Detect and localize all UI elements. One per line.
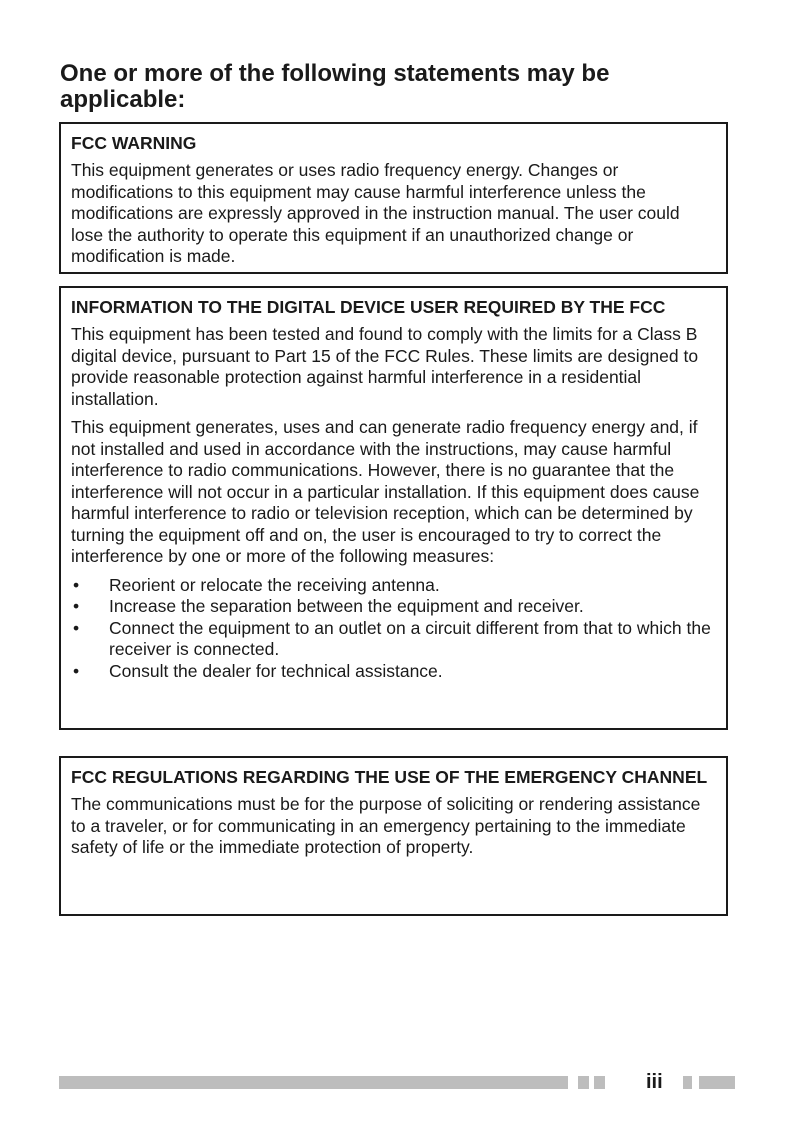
list-item-text: Reorient or relocate the receiving antenna.: [109, 574, 440, 595]
fcc-warning-text: This equipment generates or uses radio frequency energy. Changes or modifications to this equipment may cause harmful interference unless the modifications are expressly approved in the instruction manual. The user could lose the authority to operate this equipment if an unauthorized change or modification is made.: [71, 160, 680, 266]
emergency-channel-title: FCC REGULATIONS REGARDING THE USE OF THE EMERGENCY CHANNEL: [71, 767, 708, 787]
list-item-text: Consult the dealer for technical assistance.: [109, 660, 443, 681]
digital-device-title: INFORMATION TO THE DIGITAL DEVICE USER REQUIRED BY THE FCC: [71, 297, 666, 317]
bullet-icon: •: [73, 596, 80, 616]
footer-bar-end: [699, 1076, 735, 1089]
list-item: [71, 596, 716, 618]
page-number: iii: [646, 1071, 663, 1093]
footer-square: [594, 1076, 605, 1089]
fcc-warning-title: FCC WARNING: [71, 133, 197, 153]
list-item: [71, 618, 716, 661]
page-heading: One or more of the following statements may be applicable:: [60, 60, 610, 113]
list-item: [71, 575, 716, 597]
footer-square: [578, 1076, 589, 1089]
list-item-text: Connect the equipment to an outlet on a circuit different from that to which the receiver is connected.: [109, 617, 711, 659]
bullet-icon: •: [73, 617, 80, 638]
footer-bar: [59, 1076, 568, 1089]
fcc-warning-box: [59, 122, 728, 274]
footer-square: [683, 1076, 692, 1089]
list-item: [71, 661, 716, 683]
interference-measures-list: [71, 575, 716, 683]
emergency-channel-box: [59, 756, 728, 916]
list-item-text: Increase the separation between the equipment and receiver.: [109, 596, 584, 616]
digital-device-paragraph: This equipment has been tested and found to comply with the limits for a Class B digital device, pursuant to Part 15 of the FCC Rules. These limits are designed to provide reasonable protection against harmful interference in a residential installation.: [71, 324, 699, 409]
bullet-icon: •: [73, 660, 80, 681]
bullet-icon: •: [73, 574, 80, 595]
emergency-channel-text: The communications must be for the purpose of soliciting or rendering assistance to a traveler, or for communicating in an emergency pertaining to the immediate safety of life or the immediate protection of property.: [71, 794, 701, 857]
digital-device-box: [59, 286, 728, 730]
digital-device-paragraph: This equipment generates, uses and can generate radio frequency energy and, if not installed and used in accordance with the instructions, may cause harmful interference to radio communications. However, there is no guarantee that the interference will not occur in a particular installation. If this equipment does cause harmful interference to radio or television reception, which can be determined by turning the equipment off and on, the user is encouraged to try to correct the interference by one or more of the following measures:: [71, 417, 700, 566]
